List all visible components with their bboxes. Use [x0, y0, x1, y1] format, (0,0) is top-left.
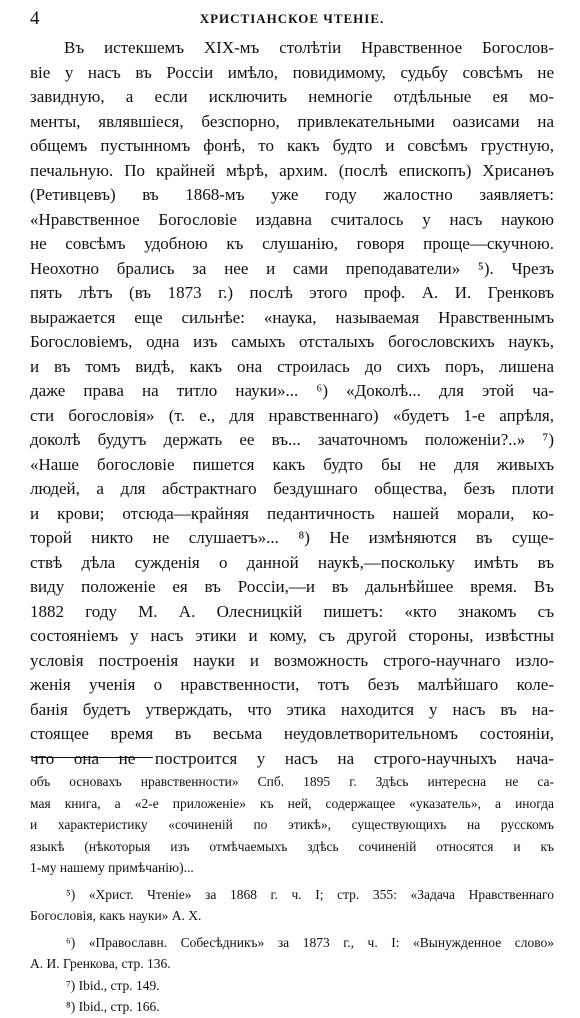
running-title: ХРИСТІАНСКОЕ ЧТЕНІЕ. — [199, 11, 385, 26]
footnote-6: ⁶) «Православн. Собесѣдникъ» за 1873 г., ч. I: «Вынужденное слово» — [66, 934, 554, 950]
text-line: «Наше богословіе пишется какъ будто бы не для живыхъ — [30, 454, 554, 474]
footnote-continuation-line: языкѣ (нѣкоторыя изъ отмѣчаемыхъ здѣсь сочиненій относятся и къ — [30, 838, 554, 854]
text-line: общемъ пустынномъ фонѣ, то какъ будто и совсѣмъ грустную, — [30, 136, 554, 155]
text-line: что она не построится у насъ на строго-научныхъ нача- — [30, 748, 554, 768]
text-line: состояніемъ у насъ этики и кому, съ другой стороны, извѣстны — [30, 626, 554, 645]
text-line: завидную, а если исключить немногіе отдѣльные ея мо- — [30, 87, 554, 106]
text-line: доколѣ будутъ держать ее въ... зачаточномъ положеніи?..» ⁷) — [30, 430, 554, 449]
text-line: Богословіемъ, одна изъ самыхъ отсталыхъ богословскихъ наукъ, — [30, 332, 554, 351]
text-line: (Ретивцевъ) въ 1868-мъ уже году жалостно заявляетъ: — [30, 185, 554, 204]
text-line: и крови; отсюда—крайняя педантичность нашей морали, ко- — [30, 503, 554, 523]
footnote-continuation-line: 1-му нашему примѣчанію)... — [30, 860, 194, 875]
page-header — [30, 6, 554, 32]
footnote-continuation-line: и характеристику «сочиненій по этикѣ», существующихъ на русскомъ — [30, 817, 554, 832]
footnote-7: ⁷) Ibid., стр. 149. — [66, 977, 160, 993]
text-line: торой никто не слушаетъ»... ⁸) Не измѣняются въ суще- — [30, 528, 554, 547]
text-line: ствѣ дѣла сужденія о данной наукѣ,—поскольку имѣть въ — [30, 552, 554, 572]
page-number: 4 — [30, 8, 40, 29]
text-line: и въ томъ видѣ, какъ она строилась до сихъ поръ, лишена — [30, 356, 554, 376]
footnote-continuation-line: объ основахъ нравственности» Спб. 1895 г. Здѣсь интересна не са- — [30, 774, 554, 789]
text-line: віе у насъ въ Россіи имѣло, повидимому, судьбу совсѣмъ не — [30, 62, 554, 82]
text-line: Неохотно брались за нее и сами преподаватели» ⁵). Чрезъ — [30, 258, 554, 278]
text-line: «Нравственное Богословіе издавна считалось у насъ наукою — [30, 209, 554, 229]
footnote-continuation-line: мая книга, а «2-е приложеніе» къ ней, содержащее «указатель», а иногда — [30, 795, 554, 811]
text-line: не совсѣмъ удобною къ слушанію, говоря проще—скучною. — [30, 234, 554, 253]
text-line: менты, являвшіеся, безспорно, привлекательными оазисами на — [30, 111, 554, 131]
text-line: женія ученія о нравственности, тотъ безъ малѣйшаго коле- — [30, 675, 554, 694]
text-line: стоящее время въ весьма неудовлетворительномъ состояніи, — [30, 724, 554, 743]
footnote-5: ⁵) «Христ. Чтеніе» за 1868 г. ч. I; стр. 355: «Задача Нравственнаго — [66, 886, 554, 902]
footnote-rule — [33, 757, 153, 758]
text-line: людей, а для абстрактнаго бездушнаго общества, безъ плоти — [30, 479, 554, 498]
text-line: 1882 году М. А. Олесницкій пишетъ: «кто знакомъ съ — [30, 601, 554, 621]
footnote-6-continuation: А. И. Гренкова, стр. 136. — [30, 956, 171, 971]
text-line: пять лѣтъ (въ 1873 г.) послѣ этого проф. А. И. Гренковъ — [30, 283, 554, 302]
text-line: условія построенія науки и возможность строго-научнаго изло- — [30, 650, 554, 670]
text-line: Въ истекшемъ XIX-мъ столѣтіи Нравственное Богослов- — [64, 38, 554, 57]
text-line: сти богословія» (т. е., для нравственнаго) «будетъ 1-е апрѣля, — [30, 405, 554, 425]
footnotes — [30, 771, 554, 1018]
text-line: банія будетъ утверждать, что этика находится у насъ въ на- — [30, 699, 554, 719]
footnote-8: ⁸) Ibid., стр. 166. — [66, 999, 160, 1014]
text-line: даже права на титло науки»... ⁶) «Доколѣ... для этой ча- — [30, 381, 554, 400]
text-line: печальную. По крайней мѣрѣ, архим. (послѣ епископъ) Хрисанѳъ — [30, 160, 554, 180]
text-line: виду положеніе ея въ Россіи,—и въ дальнѣйшее время. Въ — [30, 577, 554, 596]
text-line: выражается еще сильнѣе: «наука, называемая Нравственнымъ — [30, 307, 554, 327]
main-text — [30, 36, 554, 771]
footnote-5-continuation: Богословія, какъ науки» А. Х. — [30, 908, 202, 923]
